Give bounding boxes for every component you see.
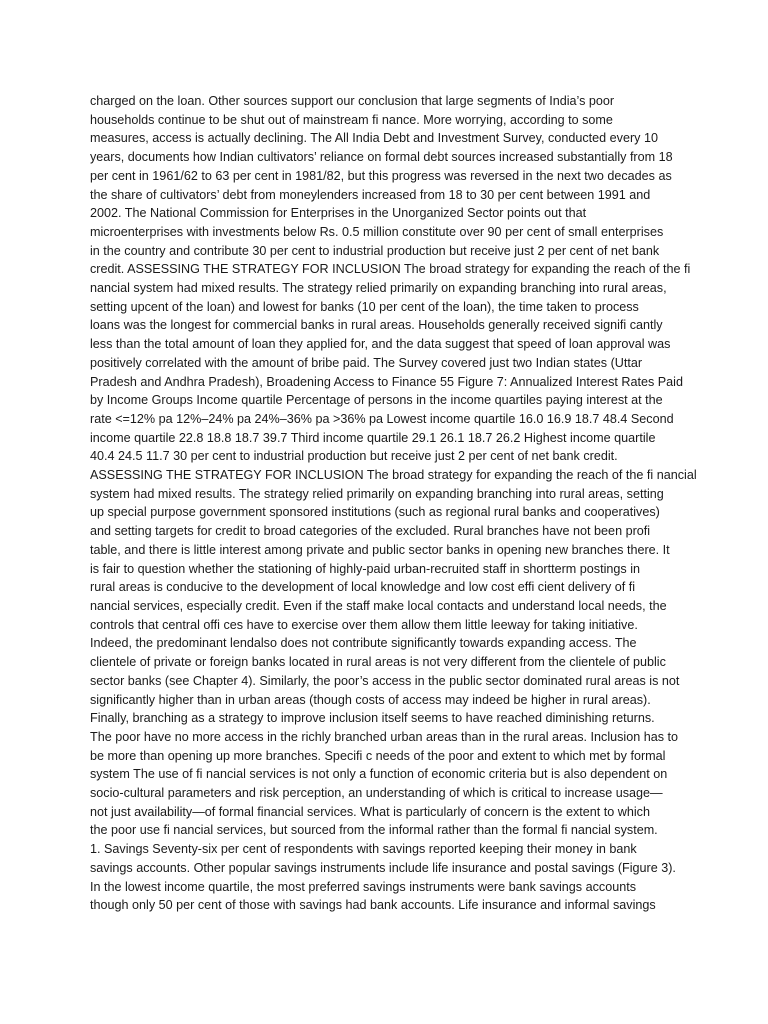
text-line: years, documents how Indian cultivators’ reliance on formal debt sources increased substantially from 18 (90, 150, 673, 165)
text-line: per cent in 1961/62 to 63 per cent in 1981/82, but this progress was reversed in the next two decades as (90, 168, 672, 183)
text-line: ASSESSING THE STRATEGY FOR INCLUSION The broad strategy for expanding the reach of the fi nancial (90, 468, 697, 483)
text-line: be more than opening up more branches. Specifi c needs of the poor and extent to which met by formal (90, 748, 666, 763)
text-line: Indeed, the predominant lendalso does not contribute significantly towards expanding access. The (90, 636, 637, 651)
text-line: rate <=12% pa 12%–24% pa 24%–36% pa >36% pa Lowest income quartile 16.0 16.9 18.7 48.4 Second (90, 411, 674, 426)
text-line: nancial system had mixed results. The strategy relied primarily on expanding branching into rural areas, (90, 281, 667, 296)
text-line: income quartile 22.8 18.8 18.7 39.7 Third income quartile 29.1 26.1 18.7 26.2 Highest income quartile (90, 430, 656, 445)
text-line: measures, access is actually declining. The All India Debt and Investment Survey, conducted every 10 (90, 131, 658, 146)
text-line: less than the total amount of loan they applied for, and the data suggest that speed of loan approval was (90, 337, 671, 352)
text-line: up special purpose government sponsored institutions (such as regional rural banks and cooperatives) (90, 505, 660, 520)
text-line: though only 50 per cent of those with savings had bank accounts. Life insurance and informal savings (90, 898, 656, 913)
text-line: setting upcent of the loan) and lowest for banks (10 per cent of the loan), the time taken to process (90, 299, 639, 314)
text-line: is fair to question whether the stationing of highly-paid urban-recruited staff in shortterm postings in (90, 561, 640, 576)
text-line: table, and there is little interest among private and public sector banks in opening new branches there. It (90, 542, 670, 557)
text-line: 40.4 24.5 11.7 30 per cent to industrial production but receive just 2 per cent of net bank credit. (90, 449, 618, 464)
text-line: controls that central offi ces have to exercise over them allow them little leeway for taking initiative. (90, 617, 638, 632)
text-line: rural areas is conducive to the development of local knowledge and low cost effi cient delivery of fi (90, 580, 636, 595)
text-line: nancial services, especially credit. Even if the staff make local contacts and understand local needs, the (90, 598, 667, 613)
text-line: and setting targets for credit to broad categories of the excluded. Rural branches have not been profi (90, 524, 651, 539)
text-line: households continue to be shut out of mainstream fi nance. More worrying, according to some (90, 112, 613, 127)
text-line: In the lowest income quartile, the most preferred savings instruments were bank savings accounts (90, 879, 636, 894)
body-text (90, 92, 697, 915)
text-line: significantly higher than in urban areas (though costs of access may indeed be higher in rural areas). (90, 692, 651, 707)
text-line: credit. ASSESSING THE STRATEGY FOR INCLUSION The broad strategy for expanding the reach of the fi (90, 262, 691, 277)
text-line: in the country and contribute 30 per cent to industrial production but receive just 2 per cent of net bank (90, 243, 660, 258)
text-line: microenterprises with investments below Rs. 0.5 million constitute over 90 per cent of small enterprises (90, 224, 664, 239)
text-line: Pradesh and Andhra Pradesh), Broadening Access to Finance 55 Figure 7: Annualized Interest Rates Paid (90, 374, 683, 389)
text-line: socio-cultural parameters and risk perception, an understanding of which is critical to increase usage— (90, 786, 663, 801)
text-line: system The use of fi nancial services is not only a function of economic criteria but is also dependent on (90, 767, 668, 782)
text-line: positively correlated with the amount of bribe paid. The Survey covered just two Indian states (Uttar (90, 355, 643, 370)
text-line: Finally, branching as a strategy to improve inclusion itself seems to have reached diminishing returns. (90, 711, 655, 726)
text-line: not just availability—of formal financial services. What is particularly of concern is the extent to which (90, 804, 650, 819)
text-line: clientele of private or foreign banks located in rural areas is not very different from the clientele of public (90, 655, 666, 670)
text-line: 1. Savings Seventy-six per cent of respondents with savings reported keeping their money in bank (90, 842, 637, 857)
text-line: savings accounts. Other popular savings instruments include life insurance and postal savings (Figure 3). (90, 860, 676, 875)
text-line: by Income Groups Income quartile Percentage of persons in the income quartiles paying interest at the (90, 393, 663, 408)
text-line: charged on the loan. Other sources support our conclusion that large segments of India’s poor (90, 94, 615, 108)
text-line: The poor have no more access in the richly branched urban areas than in the rural areas. Inclusion has to (90, 729, 679, 744)
text-line: 2002. The National Commission for Enterprises in the Unorganized Sector points out that (90, 206, 587, 221)
text-line: the poor use fi nancial services, but sourced from the informal rather than the formal fi nancial system. (90, 823, 658, 838)
text-line: sector banks (see Chapter 4). Similarly, the poor’s access in the public sector dominated rural areas is not (90, 673, 680, 688)
text-line: loans was the longest for commercial banks in rural areas. Households generally received signifi cantly (90, 318, 663, 333)
text-line: system had mixed results. The strategy relied primarily on expanding branching into rural areas, setting (90, 486, 664, 501)
text-line: the share of cultivators’ debt from moneylenders increased from 18 to 30 per cent between 1991 and (90, 187, 651, 202)
